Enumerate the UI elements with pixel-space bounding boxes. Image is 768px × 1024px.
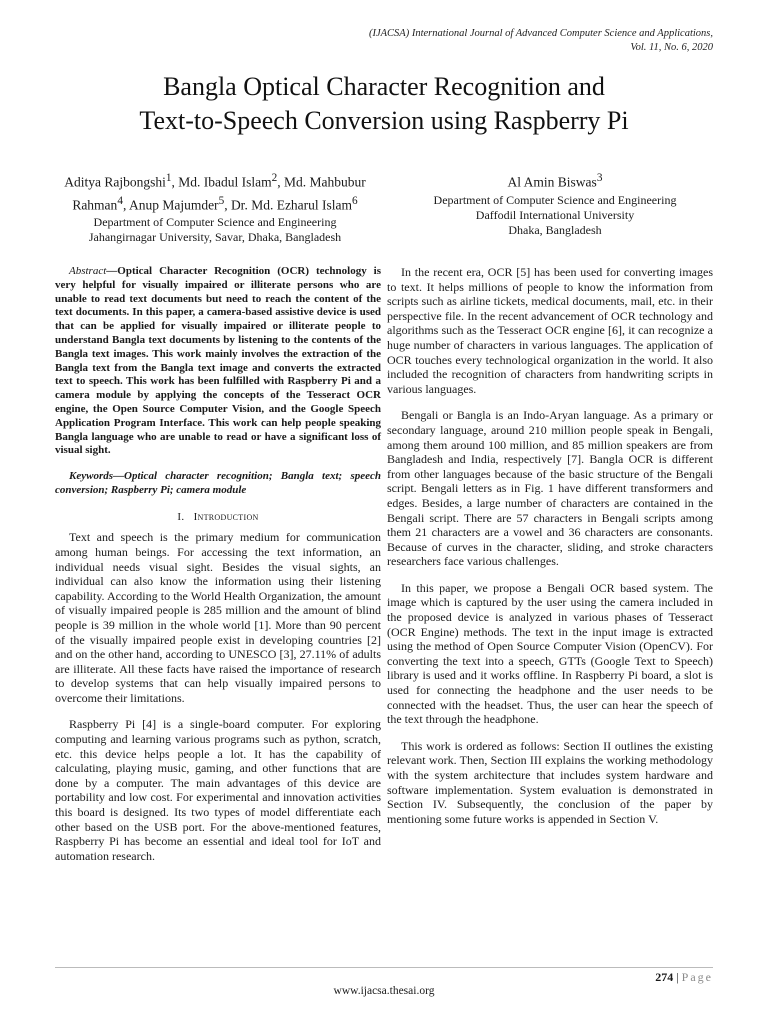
paragraph: This work is ordered as follows: Section II outlines the existing relevant work. Then, Section III explains the working methodology with the system architecture that includes system hardware and software implementation. System evaluation is demonstrated in Section IV. Subsequently, the conclusion of the paper by mentioning some future works is appended in Section V. bbox=[387, 738, 713, 826]
author-names-right bbox=[390, 170, 720, 191]
author-department: Department of Computer Science and Engineering bbox=[433, 192, 677, 207]
paper-title-line-1: Bangla Optical Character Recognition and bbox=[163, 72, 605, 101]
paper-title bbox=[40, 70, 728, 138]
author-names-line-1 bbox=[50, 170, 380, 191]
paragraph: In this paper, we propose a Bengali OCR based system. The image which is captured by the user using the camera included in the proposed device is analyzed in various phases of Tesseract (OCR Engine) methods. The text in the input image is extracted using the method of Open Source Computer Vision (OpenCV). For converting the text into a speech, GTTs (Google Text to Speech) library is used and it works offline. In Raspberry Pi board, a slot is used for connecting the headphone and the user needs to be connected with the headset. Thus, the user can hear the speech of the text through the headphone. bbox=[387, 580, 713, 727]
left-column bbox=[55, 265, 381, 875]
keywords: Keywords—Optical character recognition; Bangla text; speech conversion; Raspberry Pi; camera module bbox=[55, 470, 381, 496]
abstract-label: Abstract bbox=[69, 265, 107, 277]
author-name: , Dr. Md. Ezharul Islam bbox=[224, 197, 353, 212]
journal-volume: Vol. 11, No. 6, 2020 bbox=[630, 42, 713, 53]
page-number-value: 274 bbox=[655, 970, 674, 984]
author-university: Daffodil International University bbox=[475, 207, 635, 222]
page-number bbox=[655, 970, 713, 985]
author-affiliation-mark: 1 bbox=[165, 172, 172, 184]
author-city: Dhaka, Bangladesh bbox=[508, 222, 602, 237]
author-name: Aditya Rajbongshi bbox=[64, 174, 166, 190]
author-department: Department of Computer Science and Engineering bbox=[93, 215, 337, 229]
journal-header bbox=[253, 27, 713, 55]
abstract-text: —Optical Character Recognition (OCR) technology is very helpful for visually impaired or illiterate persons who are unable to read text documents but need to reach the content of the text documents. In this paper, a camera-based assistive device is used that can be applied for visually impaired or illiterate people to understand Bangla text documents by listening to the contents of the Bangla text images. This work mainly involves the extraction of the Bangla text from the Bangla text image and converts the extracted text to speech. This work has been fulfilled with Raspberry Pi and a camera module by applying the concepts of the Tesseract OCR engine, the Open Source Computer Vision, and the Google Speech Application Program Interface. This work can help people speaking Bangla language who are unable to read or have a significant loss of visual sight. bbox=[55, 265, 381, 457]
abstract bbox=[55, 265, 381, 458]
journal-name: (IJACSA) International Journal of Advanced Computer Science and Applications, bbox=[368, 28, 713, 39]
footer-divider bbox=[55, 967, 713, 968]
paper-title-line-2: Text-to-Speech Conversion using Raspberry Pi bbox=[139, 106, 629, 135]
author-affiliation-mark: 2 bbox=[271, 172, 278, 184]
paragraph: Text and speech is the primary medium for communication among human beings. For accessing the text information, an individual needs visual sight. Besides the visual sights, an individual can also know the information using their listening capability. According to the World Health Organization, the amount of visually impaired people is 285 million and the amount of blind people is 39 million in the whole world [1]. More than 90 percent of the visually impaired people exist in developing countries [2] and on the other hand, according to UNESCO [3], 27.11% of adults are illiterate. All these facts have raised the importance of research to develop systems that can help visually impaired persons to overcome their limitations. bbox=[55, 530, 381, 705]
author-affiliation-mark: 3 bbox=[596, 172, 603, 184]
author-affiliation-mark: 4 bbox=[117, 194, 123, 207]
author-name: , Anup Majumder bbox=[122, 197, 219, 212]
author-name: Rahman bbox=[72, 197, 118, 212]
section-title: Introduction bbox=[193, 510, 259, 523]
right-column bbox=[387, 265, 713, 838]
footer-url: www.ijacsa.thesai.org bbox=[333, 985, 435, 997]
author-affiliation-mark: 6 bbox=[352, 194, 358, 207]
paragraph: Bengali or Bangla is an Indo-Aryan language. As a primary or secondary language, around 210 million people speak in Bengali, among them around 100 million, and 85 million speakers are from Bangladesh and India, respectively [7]. Bangla OCR is different from other languages because of the basic structure of the Bengali script. Bengali letters as in Fig. 1 have different transformers and edges. Besides, a large number of characters are contained in the Bengali script. There are 57 characters in Bengali scripts among them 21 characters are a vowel and 36 characters are consonants. Because of curves in the character, sliding, and stroke characters researchers face various challenges. bbox=[387, 408, 713, 569]
paragraph: In the recent era, OCR [5] has been used for converting images to text. It helps millions of people to know the information from scripts such as airline tickets, medical documents, mail, etc. in their perspective file. In the recent advancement of OCR technology and algorithms such as the Tesseract OCR engine [6], it can recognize a huge number of characters in various languages. The application of OCR touches every technological organization in the world. It also included the recognition of characters from handwriting scripts in various languages. bbox=[387, 265, 713, 396]
author-block-right bbox=[390, 170, 720, 238]
author-name: , Md. Ibadul Islam bbox=[171, 174, 272, 190]
section-number: I. bbox=[177, 510, 185, 523]
author-name: , Md. Mahbubur bbox=[277, 174, 366, 190]
author-university: Jahangirnagar University, Savar, Dhaka, Bangladesh bbox=[88, 230, 342, 244]
page-label: Page bbox=[681, 970, 713, 984]
page-separator: | bbox=[676, 970, 679, 984]
paragraph: Raspberry Pi [4] is a single-board computer. For exploring computing and learning various programs such as python, scratch, etc. this device helps people a lot. It has the capability of calculating, playing music, gaming, and other functions that are done by a computer. The main advantages of this device are portability and low cost. For experimental and innovation activities this board is designed. Its two types of model differentiate each other based on the USB port. For the above-mentioned features, Raspberry Pi has become an essential and ideal tool for IoT and automation research. bbox=[55, 717, 381, 863]
author-names-line-2 bbox=[50, 193, 380, 214]
author-block-left bbox=[50, 170, 380, 245]
section-heading-introduction bbox=[55, 510, 381, 525]
author-name: Al Amin Biswas bbox=[507, 174, 597, 190]
author-affiliation-mark: 5 bbox=[218, 194, 225, 207]
